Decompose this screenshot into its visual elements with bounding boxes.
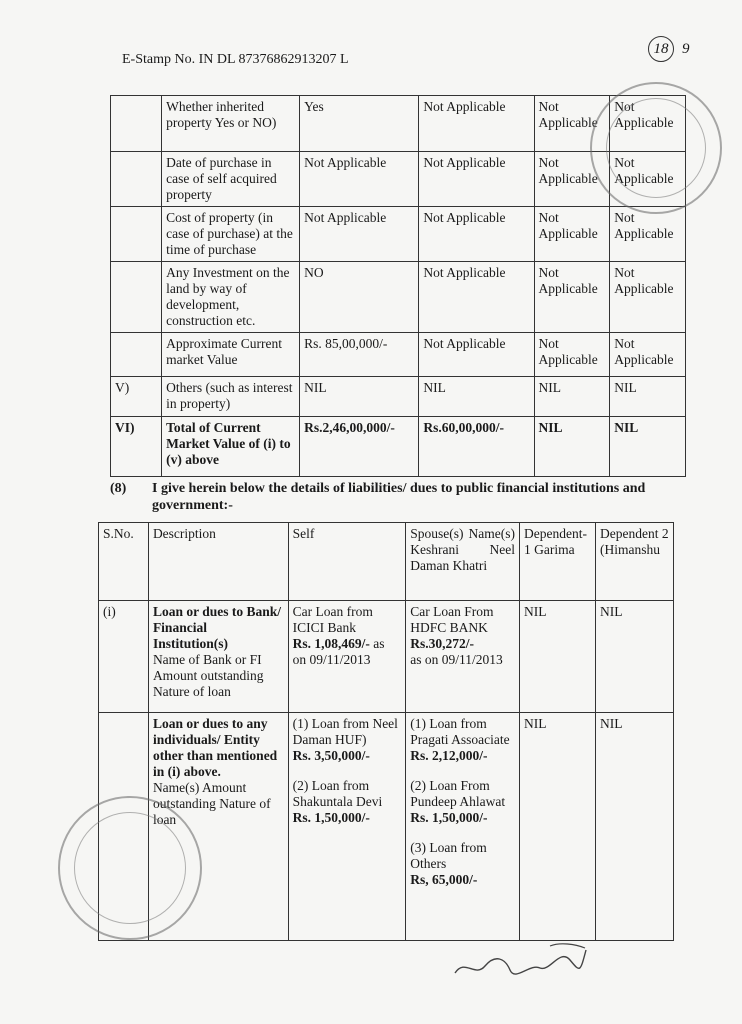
row-dependent-1: Not Applicable bbox=[534, 262, 610, 333]
self-amount-2: Rs. 1,50,000/- bbox=[292, 810, 370, 825]
estamp-number: E-Stamp No. IN DL 87376862913207 L bbox=[122, 52, 349, 67]
header-description: Description bbox=[148, 523, 288, 601]
row-dependent-2: Not Applicable bbox=[610, 152, 686, 207]
table-row bbox=[111, 333, 686, 377]
header-dependent-2: Dependent 2 (Himanshu bbox=[596, 523, 674, 601]
row-label: Any Investment on the land by way of development, construction etc. bbox=[162, 262, 300, 333]
row-sno: (i) bbox=[99, 601, 149, 713]
row-label: Total of Current Market Value of (i) to (v) above bbox=[162, 417, 300, 477]
row-self: Not Applicable bbox=[300, 152, 419, 207]
description-detail: Name(s) Amount outstanding Nature of loan bbox=[152, 780, 271, 827]
row-dependent-1: Not Applicable bbox=[534, 152, 610, 207]
page-number bbox=[648, 36, 690, 62]
spouse-loan: Car Loan From HDFC BANK bbox=[410, 604, 494, 635]
row-dependent-1: Not Applicable bbox=[534, 96, 610, 152]
table-row bbox=[111, 207, 686, 262]
row-dependent-2: Not Applicable bbox=[610, 262, 686, 333]
section-number: (8) bbox=[110, 481, 127, 496]
notary-seal-icon bbox=[58, 796, 202, 940]
signature-icon bbox=[450, 938, 590, 988]
row-dependent-2: Not Applicable bbox=[610, 207, 686, 262]
description-title: Loan or dues to any individuals/ Entity other than mentioned in (i) above. bbox=[152, 716, 278, 779]
liabilities-header-row bbox=[99, 523, 674, 601]
row-spouse: Not Applicable bbox=[419, 152, 534, 207]
spouse-amount-1: Rs. 2,12,000/- bbox=[410, 748, 488, 763]
row-dependent-1: NIL bbox=[534, 377, 610, 417]
row-label: Cost of property (in case of purchase) at the time of purchase bbox=[162, 207, 300, 262]
row-dependent-2: Not Applicable bbox=[610, 333, 686, 377]
row-dependent-1: NIL bbox=[520, 601, 596, 713]
spouse-loan-1: (1) Loan from Pragati Assoaciate bbox=[410, 716, 510, 747]
row-dependent-2: NIL bbox=[610, 417, 686, 477]
description-detail: Name of Bank or FI Amount outstanding Nature of loan bbox=[152, 652, 264, 699]
row-description bbox=[148, 601, 288, 713]
row-dependent-2: Not Applicable bbox=[610, 96, 686, 152]
header-self: Self bbox=[288, 523, 406, 601]
header-spouse: Spouse(s) Name(s) Keshrani Neel Daman Khatri bbox=[406, 523, 520, 601]
row-roman-numeral: VI) bbox=[111, 417, 162, 477]
row-spouse bbox=[406, 713, 520, 941]
row-roman-numeral bbox=[111, 262, 162, 333]
spouse-loan-3: (3) Loan from Others bbox=[410, 840, 487, 871]
row-dependent-2: NIL bbox=[610, 377, 686, 417]
row-dependent-2: NIL bbox=[596, 713, 674, 941]
row-label: Others (such as interest in property) bbox=[162, 377, 300, 417]
row-self: Rs. 85,00,000/- bbox=[300, 333, 419, 377]
spouse-amount-3: Rs, 65,000/- bbox=[410, 872, 478, 887]
row-roman-numeral bbox=[111, 333, 162, 377]
row-roman-numeral bbox=[111, 96, 162, 152]
self-date: as on 09/11/2013 bbox=[292, 636, 385, 667]
row-label: Approximate Current market Value bbox=[162, 333, 300, 377]
self-amount-1: Rs. 3,50,000/- bbox=[292, 748, 370, 763]
header-sno: S.No. bbox=[99, 523, 149, 601]
row-label: Date of purchase in case of self acquired property bbox=[162, 152, 300, 207]
row-label: Whether inherited property Yes or NO) bbox=[162, 96, 300, 152]
self-loan: Car Loan from ICICI Bank bbox=[292, 604, 373, 635]
row-self: NIL bbox=[300, 377, 419, 417]
description-title: Loan or dues to Bank/ Financial Institution(s) bbox=[152, 604, 281, 651]
self-amount: Rs. 1,08,469/- bbox=[292, 636, 370, 651]
row-spouse: NIL bbox=[419, 377, 534, 417]
row-spouse: Not Applicable bbox=[419, 207, 534, 262]
page-mark: 9 bbox=[682, 41, 690, 57]
section-8-heading bbox=[110, 480, 670, 514]
row-spouse: Not Applicable bbox=[419, 96, 534, 152]
header-dependent-1: Dependent-1 Garima bbox=[520, 523, 596, 601]
spouse-amount: Rs.30,272/- bbox=[410, 636, 475, 651]
page-number-circled: 18 bbox=[648, 36, 674, 62]
spouse-amount-2: Rs. 1,50,000/- bbox=[410, 810, 488, 825]
row-self: Yes bbox=[300, 96, 419, 152]
row-roman-numeral bbox=[111, 207, 162, 262]
self-loan-1: (1) Loan from Neel Daman HUF) bbox=[292, 716, 398, 747]
table-row bbox=[99, 601, 674, 713]
spouse-date: as on 09/11/2013 bbox=[410, 652, 503, 667]
row-self bbox=[288, 713, 406, 941]
row-roman-numeral bbox=[111, 152, 162, 207]
notary-seal-icon bbox=[590, 82, 722, 214]
row-dependent-1: Not Applicable bbox=[534, 333, 610, 377]
spouse-loan-2: (2) Loan From Pundeep Ahlawat bbox=[410, 778, 506, 809]
table-row bbox=[111, 377, 686, 417]
row-self bbox=[288, 601, 406, 713]
self-loan-2: (2) Loan from Shakuntala Devi bbox=[292, 778, 383, 809]
row-self: Rs.2,46,00,000/- bbox=[300, 417, 419, 477]
row-spouse: Rs.60,00,000/- bbox=[419, 417, 534, 477]
table-row bbox=[111, 262, 686, 333]
row-spouse: Not Applicable bbox=[419, 333, 534, 377]
section-text: I give herein below the details of liabilities/ dues to public financial institutions and government:- bbox=[152, 481, 646, 513]
row-dependent-2: NIL bbox=[596, 601, 674, 713]
row-self: NO bbox=[300, 262, 419, 333]
table-row bbox=[111, 417, 686, 477]
row-self: Not Applicable bbox=[300, 207, 419, 262]
row-dependent-1: NIL bbox=[534, 417, 610, 477]
row-dependent-1: NIL bbox=[520, 713, 596, 941]
row-dependent-1: Not Applicable bbox=[534, 207, 610, 262]
row-spouse: Not Applicable bbox=[419, 262, 534, 333]
row-spouse bbox=[406, 601, 520, 713]
row-roman-numeral: V) bbox=[111, 377, 162, 417]
